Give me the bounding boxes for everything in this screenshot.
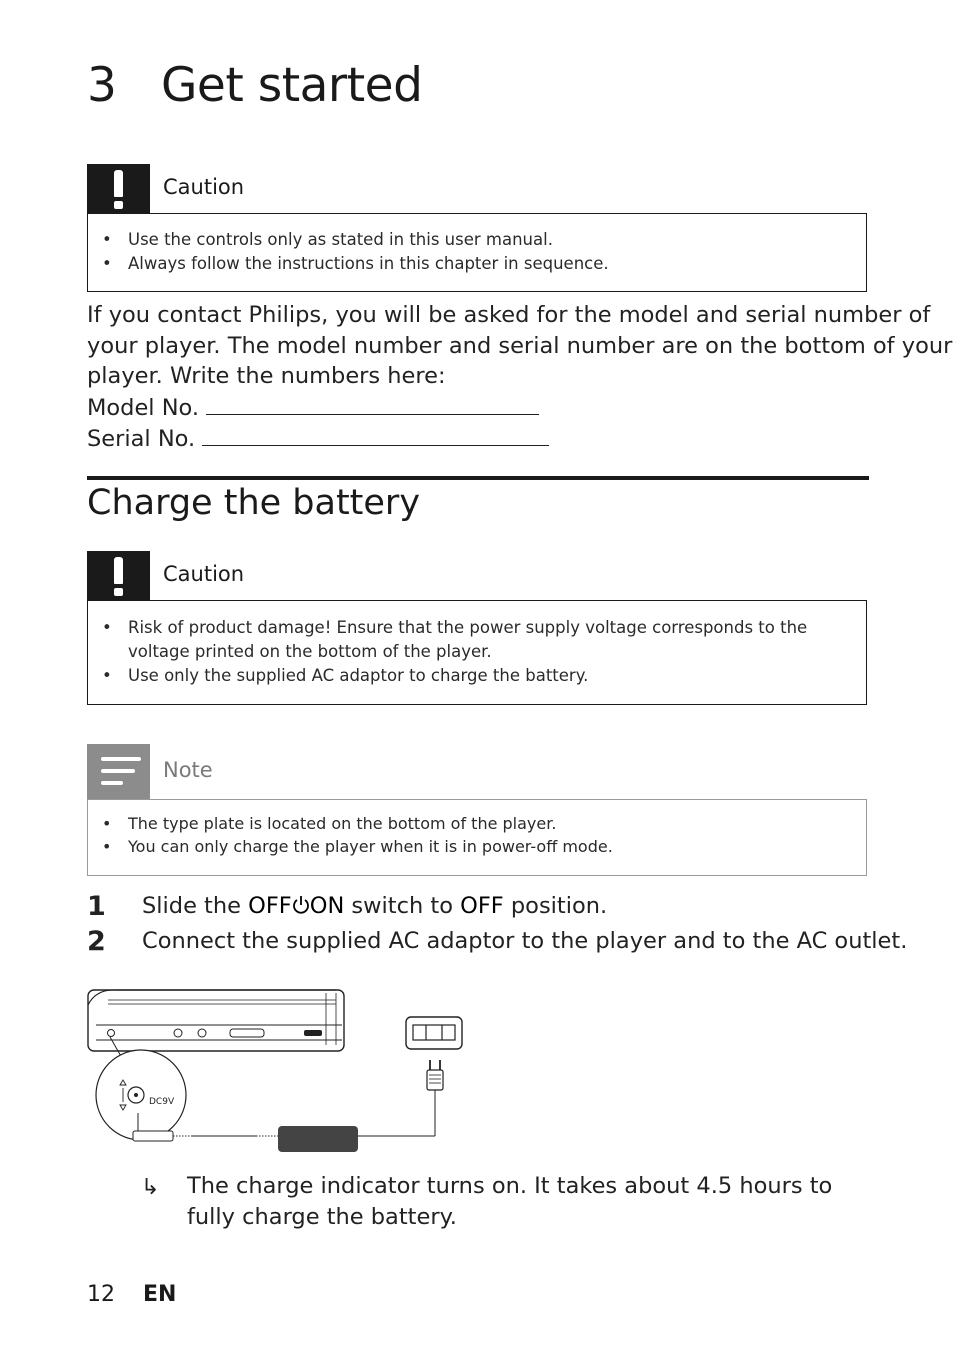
dc-port-zoom-drawing: [96, 1037, 186, 1141]
note-item: • You can only charge the player when it is in power-off mode.: [88, 835, 866, 858]
caution-item: • Always follow the instructions in this chapter in sequence.: [88, 252, 866, 276]
switch-target-label: OFF: [460, 893, 504, 919]
caution-item: • Risk of product damage! Ensure that the power supply voltage corresponds to the voltage printed on the bottom of the player.: [88, 616, 828, 664]
model-number-field: [87, 392, 877, 424]
caution-label: Caution: [163, 562, 245, 586]
step-text: switch to: [344, 893, 461, 919]
caution-exclamation-icon: [87, 551, 150, 600]
step-number: 1: [87, 891, 106, 922]
caution-item: • Use only the supplied AC adaptor to charge the battery.: [88, 664, 866, 688]
chapter-number: 3: [87, 58, 117, 113]
chapter-title: Get started: [161, 58, 423, 113]
section-divider: [87, 476, 869, 480]
caution-header: [87, 551, 869, 600]
step-1: [87, 891, 607, 922]
step-2: [87, 926, 907, 957]
ac-adaptor-drawing: [173, 1060, 443, 1152]
language-code: EN: [143, 1282, 177, 1307]
caution-box: [87, 213, 867, 292]
model-number-label: Model No.: [87, 394, 200, 421]
switch-off-label: OFF: [248, 893, 292, 919]
chapter-heading: [87, 58, 422, 113]
note-lines-icon: [87, 744, 150, 799]
caution-box: [87, 600, 867, 705]
wall-outlet-drawing: [406, 1017, 462, 1049]
dvd-player-drawing: [88, 990, 344, 1051]
intro-paragraph: [87, 300, 953, 455]
note-label: Note: [163, 758, 213, 782]
note-header: [87, 744, 869, 793]
note-box: [87, 799, 867, 876]
intro-line: player. Write the numbers here:: [87, 363, 446, 389]
serial-number-label: Serial No.: [87, 426, 196, 452]
caution-label: Caution: [163, 175, 245, 199]
caution-header: [87, 164, 869, 213]
dc-port-label: DC9V: [149, 1097, 175, 1107]
model-number-blank: [206, 392, 539, 415]
serial-number-blank: [202, 423, 549, 446]
caution-item: • Use the controls only as stated in this user manual.: [88, 228, 866, 252]
serial-number-field: [87, 423, 877, 455]
intro-line: If you contact Philips, you will be asked for the model and serial number of: [87, 302, 931, 328]
charging-illustration: [86, 985, 466, 1155]
result-note: [141, 1171, 841, 1232]
caution-exclamation-icon: [87, 164, 150, 213]
result-arrow-icon: ↳: [141, 1175, 160, 1200]
section-title: Charge the battery: [87, 483, 421, 523]
power-icon: [292, 895, 310, 915]
intro-line: your player. The model number and serial number are on the bottom of your: [87, 332, 953, 359]
switch-on-label: ON: [309, 893, 345, 919]
note-item: • The type plate is located on the bottom of the player.: [88, 812, 866, 835]
result-text: The charge indicator turns on. It takes about 4.5 hours to fully charge the battery.: [187, 1173, 833, 1230]
page-number: 12: [87, 1282, 115, 1307]
step-number: 2: [87, 926, 106, 957]
step-text: Slide the: [142, 893, 249, 919]
step-text: Connect the supplied AC adaptor to the player and to the AC outlet.: [142, 928, 908, 954]
page-footer: [87, 1282, 176, 1307]
step-text: position.: [503, 893, 608, 919]
